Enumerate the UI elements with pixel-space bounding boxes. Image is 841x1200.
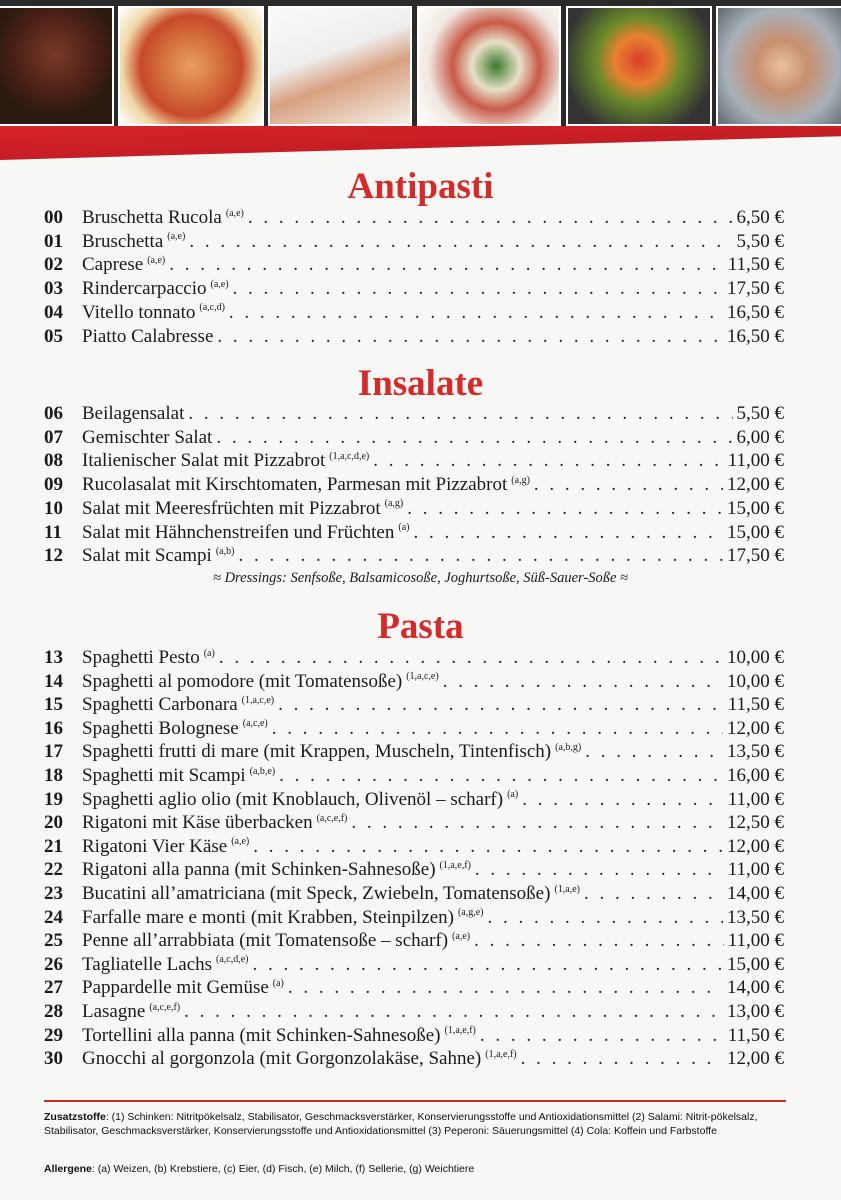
- item-allergens: (1,a,e,f): [439, 860, 471, 872]
- item-allergens: (a,g,e): [457, 907, 484, 919]
- menu-item-row: [44, 835, 784, 858]
- item-allergens: (a,e): [452, 930, 471, 942]
- item-allergens: (a,b,g): [555, 742, 582, 754]
- item-name-text: Pappardelle mit Gemüse: [82, 977, 269, 999]
- item-price: 12,00 €: [727, 1048, 784, 1070]
- item-name: [82, 788, 518, 811]
- item-name: [82, 906, 484, 929]
- leader-dots: [474, 929, 724, 952]
- menu-item-row: [44, 953, 784, 976]
- item-number: 22: [44, 859, 63, 881]
- leader-dots: [233, 277, 723, 300]
- menu-item-row: [44, 906, 784, 929]
- item-name: [82, 670, 439, 693]
- item-price: 11,00 €: [727, 859, 784, 881]
- item-name: [82, 1024, 476, 1047]
- item-price: 13,50 €: [727, 741, 784, 763]
- item-name: [82, 301, 225, 324]
- leader-dots: [488, 906, 723, 929]
- menu-item-row: [44, 740, 784, 763]
- menu-item-row: [44, 325, 784, 348]
- pizza-photo: [118, 6, 264, 126]
- menu-item-row: [44, 1024, 784, 1047]
- allergene-note: [44, 1162, 786, 1176]
- menu-item-row: [44, 449, 784, 472]
- menu-item-row: [44, 277, 784, 300]
- leader-dots: [253, 835, 723, 858]
- leader-dots: [413, 521, 723, 544]
- menu-item-row: [44, 717, 784, 740]
- item-price: 10,00 €: [727, 647, 784, 668]
- food-photo-strip: [0, 0, 841, 132]
- leader-dots: [475, 858, 724, 881]
- item-name-text: Bruschetta Rucola: [82, 207, 222, 228]
- item-price: 16,00 €: [727, 765, 784, 786]
- item-name-text: Salat mit Meeresfrüchten mit Pizzabrot: [82, 497, 381, 519]
- item-number: 02: [44, 254, 63, 276]
- item-number: 21: [44, 835, 63, 857]
- item-allergens: (a,c,e,f): [149, 1001, 181, 1013]
- item-number: 16: [44, 717, 63, 739]
- item-allergens: (a,c,e,f): [316, 812, 348, 824]
- item-price: 14,00 €: [727, 883, 784, 904]
- item-number: 17: [44, 741, 63, 763]
- item-name-text: Tagliatelle Lachs: [82, 953, 213, 975]
- item-number: 07: [44, 426, 63, 448]
- item-price: 12,00 €: [727, 717, 784, 739]
- item-price: 11,50 €: [727, 1024, 784, 1046]
- leader-dots: [584, 882, 723, 905]
- item-name-text: Vitello tonnato: [82, 301, 196, 323]
- item-price: 10,00 €: [727, 670, 784, 692]
- leader-dots: [522, 788, 724, 811]
- menu-item-row: [44, 253, 784, 276]
- footer-divider: [44, 1100, 786, 1102]
- menu-item-row: [44, 788, 784, 811]
- item-name: [82, 402, 184, 425]
- item-name: [82, 835, 249, 858]
- item-number: 19: [44, 788, 63, 810]
- item-price: 17,50 €: [727, 545, 784, 567]
- item-name-text: Spaghetti mit Scampi: [82, 765, 246, 786]
- item-name-text: Piatto Calabresse: [82, 325, 214, 347]
- item-name: [82, 858, 471, 881]
- item-number: 23: [44, 883, 63, 904]
- item-price: 11,00 €: [727, 788, 784, 810]
- leader-dots: [288, 976, 723, 999]
- carpaccio-photo: [417, 6, 561, 126]
- menu-item-row: [44, 402, 784, 425]
- menu-item-row: [44, 882, 784, 905]
- item-price: 15,00 €: [727, 497, 784, 519]
- item-name: [82, 882, 580, 905]
- item-number: 29: [44, 1024, 63, 1046]
- item-name: [82, 1000, 180, 1023]
- item-price: 6,50 €: [736, 207, 784, 228]
- menu-item-row: [44, 497, 784, 520]
- item-number: 24: [44, 906, 63, 928]
- item-name: [82, 449, 369, 472]
- leader-dots: [279, 764, 723, 787]
- menu-item-row: [44, 473, 784, 496]
- item-allergens: (1,a,c,e): [241, 694, 275, 706]
- leader-dots: [585, 740, 723, 763]
- item-name: [82, 953, 249, 976]
- item-number: 11: [44, 521, 62, 543]
- item-number: 10: [44, 497, 63, 519]
- item-name: [82, 521, 409, 544]
- item-name: [82, 325, 213, 348]
- leader-dots: [253, 953, 723, 976]
- menu-item-row: [44, 230, 784, 253]
- item-allergens: (1,a,c,e): [406, 671, 439, 683]
- item-price: 17,50 €: [727, 278, 784, 300]
- item-name-text: Italienischer Salat mit Pizzabrot: [82, 450, 326, 472]
- item-allergens: (a,e): [225, 207, 244, 219]
- section-title-insalate: Insalate: [357, 363, 484, 404]
- item-name-text: Penne all’arrabbiata (mit Tomatensoße – scharf): [82, 930, 449, 952]
- item-price: 12,50 €: [727, 812, 784, 834]
- leader-dots: [189, 230, 732, 253]
- leader-dots: [229, 301, 723, 324]
- item-allergens: (a): [203, 647, 215, 659]
- leader-dots: [216, 426, 732, 449]
- menu-item-row: [44, 1047, 784, 1070]
- leader-dots: [373, 449, 723, 472]
- item-name: [82, 544, 234, 567]
- leader-dots: [278, 693, 724, 716]
- zusatzstoffe-note: [44, 1110, 786, 1138]
- item-price: 16,50 €: [727, 325, 784, 347]
- item-name-text: Gnocchi al gorgonzola (mit Gorgonzolakäse, Sahne): [82, 1048, 482, 1070]
- item-allergens: (a,b,e): [249, 765, 276, 777]
- item-number: 18: [44, 765, 63, 786]
- item-name-text: Rigatoni mit Käse überbacken: [82, 812, 313, 834]
- menu-item-row: [44, 206, 784, 229]
- item-price: 12,00 €: [727, 474, 784, 496]
- item-allergens: (1,a,e): [554, 883, 580, 895]
- item-name-text: Spaghetti Pesto: [82, 647, 200, 668]
- leader-dots: [248, 206, 733, 229]
- steak-photo: [0, 6, 114, 126]
- item-price: 6,00 €: [736, 426, 784, 448]
- item-name: [82, 693, 274, 716]
- leader-dots: [184, 1000, 723, 1023]
- item-number: 06: [44, 403, 63, 424]
- item-number: 08: [44, 450, 63, 472]
- item-allergens: (a,c,d,e): [216, 954, 249, 966]
- item-number: 15: [44, 694, 63, 716]
- item-price: 14,00 €: [727, 977, 784, 999]
- menu-item-row: [44, 693, 784, 716]
- zusatzstoffe-label: Zusatzstoffe: [44, 1111, 106, 1123]
- seafood-photo: [716, 6, 841, 126]
- item-name-text: Spaghetti Carbonara: [82, 694, 238, 716]
- leader-dots: [534, 473, 723, 496]
- item-name: [82, 277, 229, 300]
- item-name: [82, 206, 244, 229]
- item-number: 14: [44, 670, 63, 692]
- zusatzstoffe-text: : (1) Schinken: Nitritpökelsalz, Stabilisator, Geschmacksverstärker, Konservierungsstoffe und Antioxidationsmittel (2) Salami: Nitrit-pökelsalz, Stabilisator, Geschmacksverstärker, Konservierungsstoffe und Antioxidationsmittel (3) Peperoni: Säuerungsmittel (4) Cola: Koffein und Farbstoffe: [44, 1111, 758, 1137]
- leader-dots: [169, 253, 723, 276]
- menu-item-row: [44, 764, 784, 787]
- item-name-text: Salat mit Scampi: [82, 545, 212, 567]
- allergene-text: : (a) Weizen, (b) Krebstiere, (c) Eier, (d) Fisch, (e) Milch, (f) Sellerie, (g) Weichtiere: [91, 1163, 475, 1175]
- item-allergens: (a): [398, 522, 410, 534]
- menu-item-row: [44, 301, 784, 324]
- item-allergens: (a,b): [215, 545, 235, 557]
- item-allergens: (a,e): [167, 231, 186, 243]
- item-number: 13: [44, 647, 63, 668]
- item-price: 13,00 €: [727, 1001, 784, 1022]
- section-title-pasta: Pasta: [377, 606, 464, 647]
- leader-dots: [217, 325, 723, 348]
- item-number: 26: [44, 953, 63, 975]
- item-name-text: Bucatini all’amatriciana (mit Speck, Zwiebeln, Tomatensoße): [82, 883, 551, 904]
- menu-item-row: [44, 811, 784, 834]
- item-number: 20: [44, 812, 63, 834]
- item-name: [82, 230, 185, 253]
- item-price: 15,00 €: [727, 521, 784, 543]
- item-name-text: Rigatoni Vier Käse: [82, 835, 228, 857]
- item-name-text: Spaghetti al pomodore (mit Tomatensoße): [82, 670, 403, 692]
- item-number: 04: [44, 301, 63, 323]
- item-price: 11,50 €: [727, 694, 784, 716]
- item-allergens: (a,c,d): [199, 302, 225, 314]
- leader-dots: [521, 1047, 723, 1070]
- item-price: 11,50 €: [727, 254, 784, 276]
- item-name-text: Spaghetti frutti di mare (mit Krappen, Muscheln, Tintenfisch): [82, 741, 552, 763]
- leader-dots: [480, 1024, 724, 1047]
- menu-item-row: [44, 976, 784, 999]
- dessert-photo: [268, 6, 412, 126]
- item-name: [82, 646, 215, 669]
- item-name: [82, 253, 165, 276]
- menu-item-row: [44, 426, 784, 449]
- leader-dots: [272, 717, 723, 740]
- item-name-text: Rucolasalat mit Kirschtomaten, Parmesan mit Pizzabrot: [82, 474, 508, 496]
- section-title-antipasti: Antipasti: [347, 166, 494, 207]
- leader-dots: [443, 670, 723, 693]
- item-name: [82, 764, 275, 787]
- item-allergens: (a,g): [511, 474, 530, 486]
- menu-item-row: [44, 929, 784, 952]
- item-name: [82, 740, 581, 763]
- leader-dots: [351, 811, 723, 834]
- item-price: 5,50 €: [736, 403, 784, 424]
- item-name-text: Beilagensalat: [82, 403, 185, 424]
- item-name-text: Bruschetta: [82, 230, 164, 252]
- allergene-label: Allergene: [44, 1163, 92, 1175]
- item-price: 11,00 €: [727, 930, 784, 952]
- item-name: [82, 426, 212, 449]
- item-number: 25: [44, 930, 63, 952]
- item-number: 01: [44, 230, 63, 252]
- item-allergens: (a): [507, 789, 519, 801]
- menu-item-row: [44, 670, 784, 693]
- item-number: 05: [44, 325, 63, 347]
- item-name-text: Rigatoni alla panna (mit Schinken-Sahnesoße): [82, 859, 436, 881]
- leader-dots: [219, 646, 723, 669]
- item-name-text: Spaghetti Bolognese: [82, 717, 239, 739]
- item-number: 28: [44, 1001, 63, 1022]
- item-name-text: Salat mit Hähnchenstreifen und Früchten: [82, 521, 395, 543]
- item-price: 5,50 €: [736, 230, 784, 252]
- item-name: [82, 976, 284, 999]
- item-name-text: Caprese: [82, 254, 144, 276]
- menu-item-row: [44, 646, 784, 669]
- item-number: 12: [44, 545, 63, 567]
- item-name-text: Spaghetti aglio olio (mit Knoblauch, Olivenöl – scharf): [82, 788, 504, 810]
- item-number: 09: [44, 474, 63, 496]
- item-price: 11,00 €: [727, 450, 784, 472]
- item-name: [82, 473, 530, 496]
- item-number: 00: [44, 207, 63, 228]
- header-red-band: [0, 126, 841, 160]
- item-number: 30: [44, 1048, 63, 1070]
- item-name-text: Farfalle mare e monti (mit Krabben, Steinpilzen): [82, 906, 454, 928]
- item-allergens: (a,e): [147, 255, 166, 267]
- leader-dots: [238, 544, 723, 567]
- item-allergens: (a): [272, 978, 284, 990]
- item-name-text: Tortellini alla panna (mit Schinken-Sahnesoße): [82, 1024, 441, 1046]
- item-name-text: Gemischter Salat: [82, 426, 213, 448]
- dressings-note: ≈ Dressings: Senfsoße, Balsamicosoße, Joghurtsoße, Süß-Sauer-Soße ≈: [213, 570, 628, 586]
- item-name: [82, 717, 268, 740]
- item-name-text: Rindercarpaccio: [82, 278, 207, 300]
- item-number: 03: [44, 278, 63, 300]
- item-allergens: (a,e): [231, 836, 250, 848]
- item-name: [82, 929, 470, 952]
- menu-item-row: [44, 544, 784, 567]
- menu-item-row: [44, 858, 784, 881]
- item-name: [82, 1047, 517, 1070]
- item-name: [82, 811, 347, 834]
- grilled-vegetables-photo: [566, 6, 712, 126]
- menu-item-row: [44, 1000, 784, 1023]
- item-allergens: (a,e): [210, 278, 229, 290]
- item-allergens: (1,a,c,d,e): [329, 451, 370, 463]
- item-allergens: (a,c,e): [242, 718, 268, 730]
- leader-dots: [188, 402, 732, 425]
- item-number: 27: [44, 977, 63, 999]
- item-price: 15,00 €: [727, 953, 784, 975]
- menu-item-row: [44, 521, 784, 544]
- leader-dots: [407, 497, 723, 520]
- item-price: 12,00 €: [727, 835, 784, 857]
- item-price: 16,50 €: [727, 301, 784, 323]
- item-allergens: (1,a,e,f): [444, 1025, 476, 1037]
- item-price: 13,50 €: [727, 906, 784, 928]
- item-allergens: (a,g): [384, 498, 404, 510]
- item-name-text: Lasagne: [82, 1001, 146, 1022]
- item-name: [82, 497, 403, 520]
- item-allergens: (1,a,e,f): [485, 1048, 517, 1060]
